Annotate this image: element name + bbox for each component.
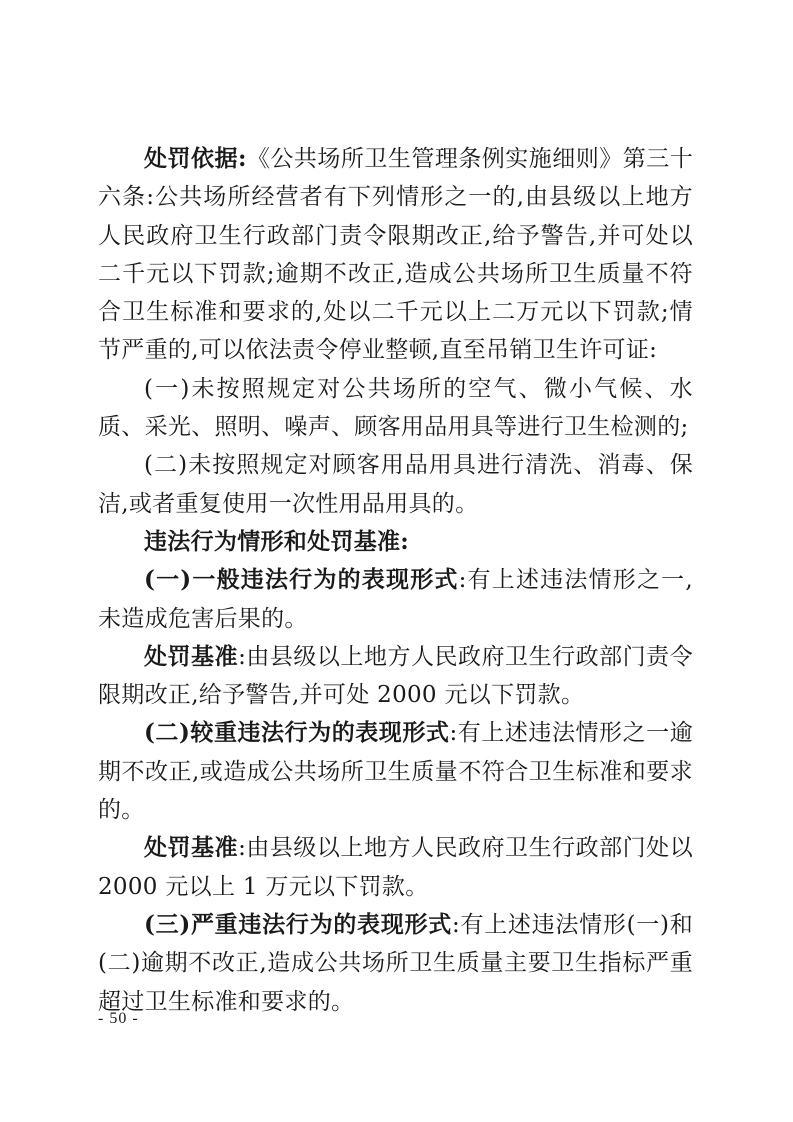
penalty-basis-text: 《公共场所卫生管理条例实施细则》第三十六条:公共场所经营者有下列情形之一的,由县级以上地方人民政府卫生行政部门责令限期改正,给予警告,并可处以二千元以下罚款;逾期不改正,造成公共场所卫生质量不符合卫生标准和要求的,处以二千元以上二万元以下罚款;情节严重的,可以依法责令停业整顿,直至吊销卫生许可证: [98, 146, 693, 364]
general-penalty-label: 处罚基准 [144, 642, 239, 670]
serious-violation-text: :有上述违法情形之一逾期不改正,或造成公共场所卫生质量不符合卫生标准和要求的。 [98, 720, 693, 824]
clause-one-text: (一)未按照规定对公共场所的空气、微小气候、水质、采光、照明、噪声、顾客用品用具等进行卫生检测的; [98, 375, 693, 441]
general-violation-label: (一)一般违法行为的表现形式 [144, 566, 459, 594]
serious-penalty-text: :由县级以上地方人民政府卫生行政部门处以 2000 元以上 1 万元以下罚款。 [98, 835, 693, 900]
violation-standards-heading [98, 523, 693, 561]
serious-penalty-label: 处罚基准 [144, 834, 239, 862]
page-number: - 50 - [98, 1010, 139, 1027]
general-violation-paragraph [98, 561, 693, 638]
serious-penalty-paragraph [98, 829, 693, 906]
general-penalty-text: :由县级以上地方人民政府卫生行政部门责令限期改正,给予警告,并可处 2000 元以下罚款。 [98, 643, 693, 709]
clause-two-paragraph [98, 446, 693, 523]
document-body [98, 140, 693, 1021]
serious-violation-paragraph [98, 714, 693, 829]
severe-violation-label: (三)严重违法行为的表现形式 [144, 910, 452, 938]
severe-violation-text: :有上述违法情形(一)和(二)逾期不改正,造成公共场所卫生质量主要卫生指标严重超过卫生标准和要求的。 [98, 911, 694, 1015]
penalty-basis-label: 处罚依据: [144, 145, 247, 172]
general-penalty-paragraph [98, 638, 693, 715]
severe-violation-paragraph [98, 906, 693, 1021]
general-violation-text: :有上述违法情形之一,未造成危害后果的。 [98, 567, 693, 632]
violation-standards-heading-text: 违法行为情形和处罚基准: [144, 527, 410, 555]
clause-one-paragraph [98, 370, 693, 447]
clause-two-text: (二)未按照规定对顾客用品用具进行清洗、消毒、保洁,或者重复使用一次性用品用具的。 [98, 452, 693, 517]
serious-violation-label: (二)较重违法行为的表现形式 [144, 719, 450, 747]
penalty-basis-paragraph [98, 140, 693, 370]
